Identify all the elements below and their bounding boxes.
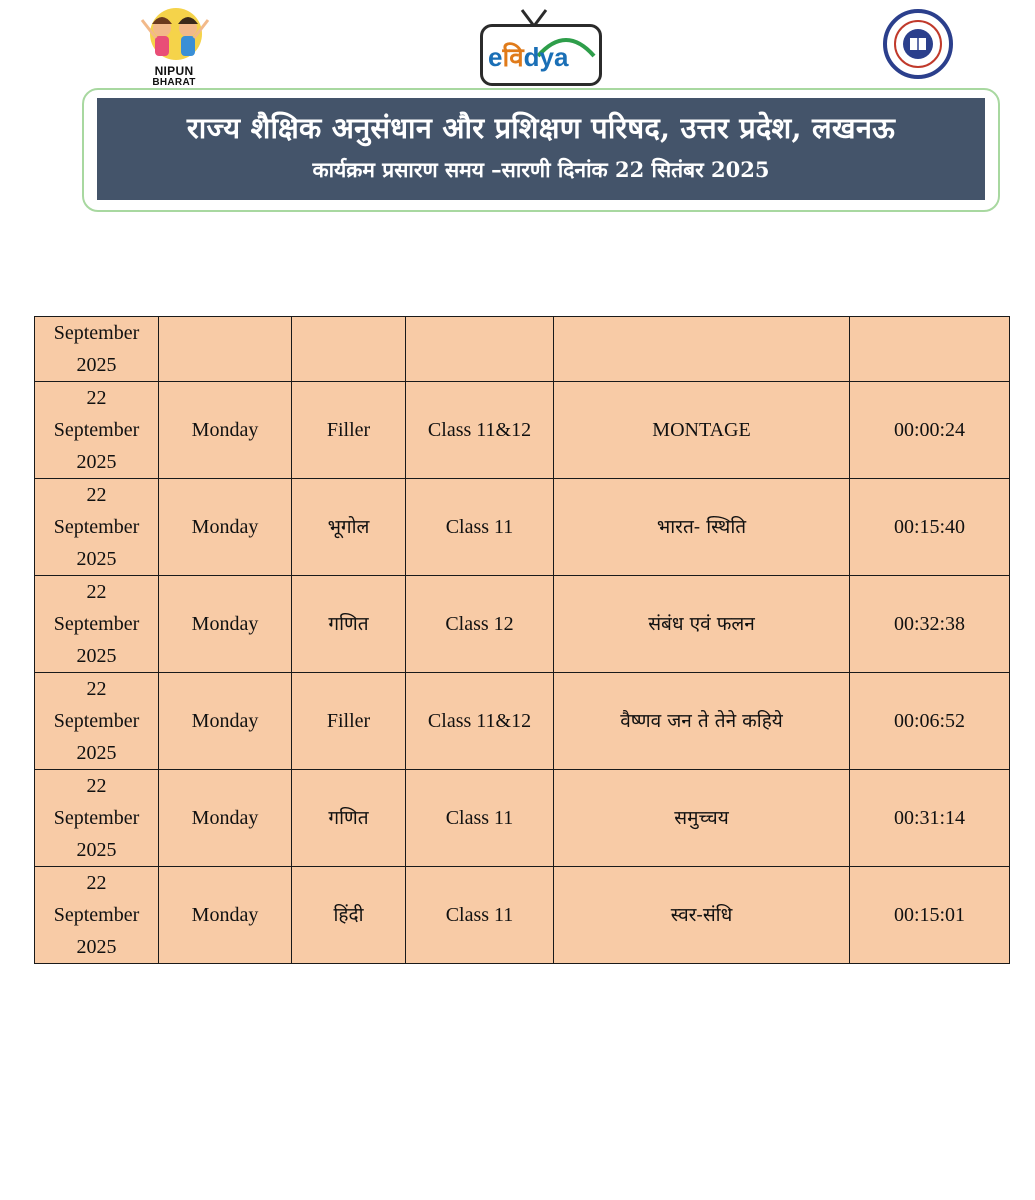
duration-cell: 00:31:14 xyxy=(850,770,1010,867)
table-row xyxy=(35,867,1010,964)
subject-cell: भूगोल xyxy=(292,479,406,576)
topic-cell: स्वर-संधि xyxy=(554,867,850,964)
topic-cell: MONTAGE xyxy=(554,382,850,479)
weekday-cell: Monday xyxy=(159,673,292,770)
date-cell: 22 September 2025 xyxy=(35,382,159,479)
weekday-cell: Monday xyxy=(159,479,292,576)
duration-cell: 00:32:38 xyxy=(850,576,1010,673)
weekday-cell: Monday xyxy=(159,867,292,964)
date-cell: 22 September 2025 xyxy=(35,479,159,576)
duration-cell: 00:15:01 xyxy=(850,867,1010,964)
topic-cell: भारत- स्थिति xyxy=(554,479,850,576)
subject-cell: हिंदी xyxy=(292,867,406,964)
topic-cell xyxy=(554,317,850,382)
class-cell: Class 12 xyxy=(406,576,554,673)
table-row xyxy=(35,576,1010,673)
date-cell: 22 September 2025 xyxy=(35,770,159,867)
bharat-text: BHARAT xyxy=(152,77,196,88)
topic-cell: संबंध एवं फलन xyxy=(554,576,850,673)
scert-seal-icon xyxy=(866,8,970,80)
class-cell: Class 11 xyxy=(406,867,554,964)
subject-cell: गणित xyxy=(292,576,406,673)
topic-cell: वैष्णव जन ते तेने कहिये xyxy=(554,673,850,770)
class-cell: Class 11 xyxy=(406,770,554,867)
weekday-cell xyxy=(159,317,292,382)
weekday-cell: Monday xyxy=(159,770,292,867)
nipun-bharat-logo xyxy=(128,4,224,86)
subject-cell: गणित xyxy=(292,770,406,867)
table-row xyxy=(35,382,1010,479)
page-subtitle: कार्यक्रम प्रसारण समय –सारणी दिनांक 22 सितंबर 2025 xyxy=(312,157,770,182)
evidya-wordmark: eविdya xyxy=(488,42,569,72)
page-title: राज्य शैक्षिक अनुसंधान और प्रशिक्षण परिषद, उत्तर प्रदेश, लखनऊ xyxy=(186,111,896,145)
weekday-cell: Monday xyxy=(159,576,292,673)
table-row xyxy=(35,479,1010,576)
evidya-logo xyxy=(478,8,604,86)
duration-cell: 00:06:52 xyxy=(850,673,1010,770)
header-band xyxy=(97,98,985,200)
nipun-text: NIPUN xyxy=(154,64,194,78)
class-cell: Class 11&12 xyxy=(406,382,554,479)
subject-cell: Filler xyxy=(292,382,406,479)
class-cell: Class 11 xyxy=(406,479,554,576)
duration-cell: 00:15:40 xyxy=(850,479,1010,576)
date-cell: 22 September 2025 xyxy=(35,867,159,964)
subject-cell: Filler xyxy=(292,673,406,770)
children-illustration-icon xyxy=(132,6,216,62)
topic-cell: समुच्चय xyxy=(554,770,850,867)
duration-cell xyxy=(850,317,1010,382)
date-cell: 22 September 2025 xyxy=(35,576,159,673)
table-row xyxy=(35,770,1010,867)
date-cell: September 2025 xyxy=(35,317,159,382)
subject-cell xyxy=(292,317,406,382)
weekday-cell: Monday xyxy=(159,382,292,479)
class-cell: Class 11&12 xyxy=(406,673,554,770)
scert-seal-logo xyxy=(866,8,970,80)
date-cell: 22 September 2025 xyxy=(35,673,159,770)
table-row xyxy=(35,673,1010,770)
schedule-table xyxy=(34,316,1010,964)
table-row xyxy=(35,317,1010,382)
duration-cell: 00:00:24 xyxy=(850,382,1010,479)
class-cell xyxy=(406,317,554,382)
